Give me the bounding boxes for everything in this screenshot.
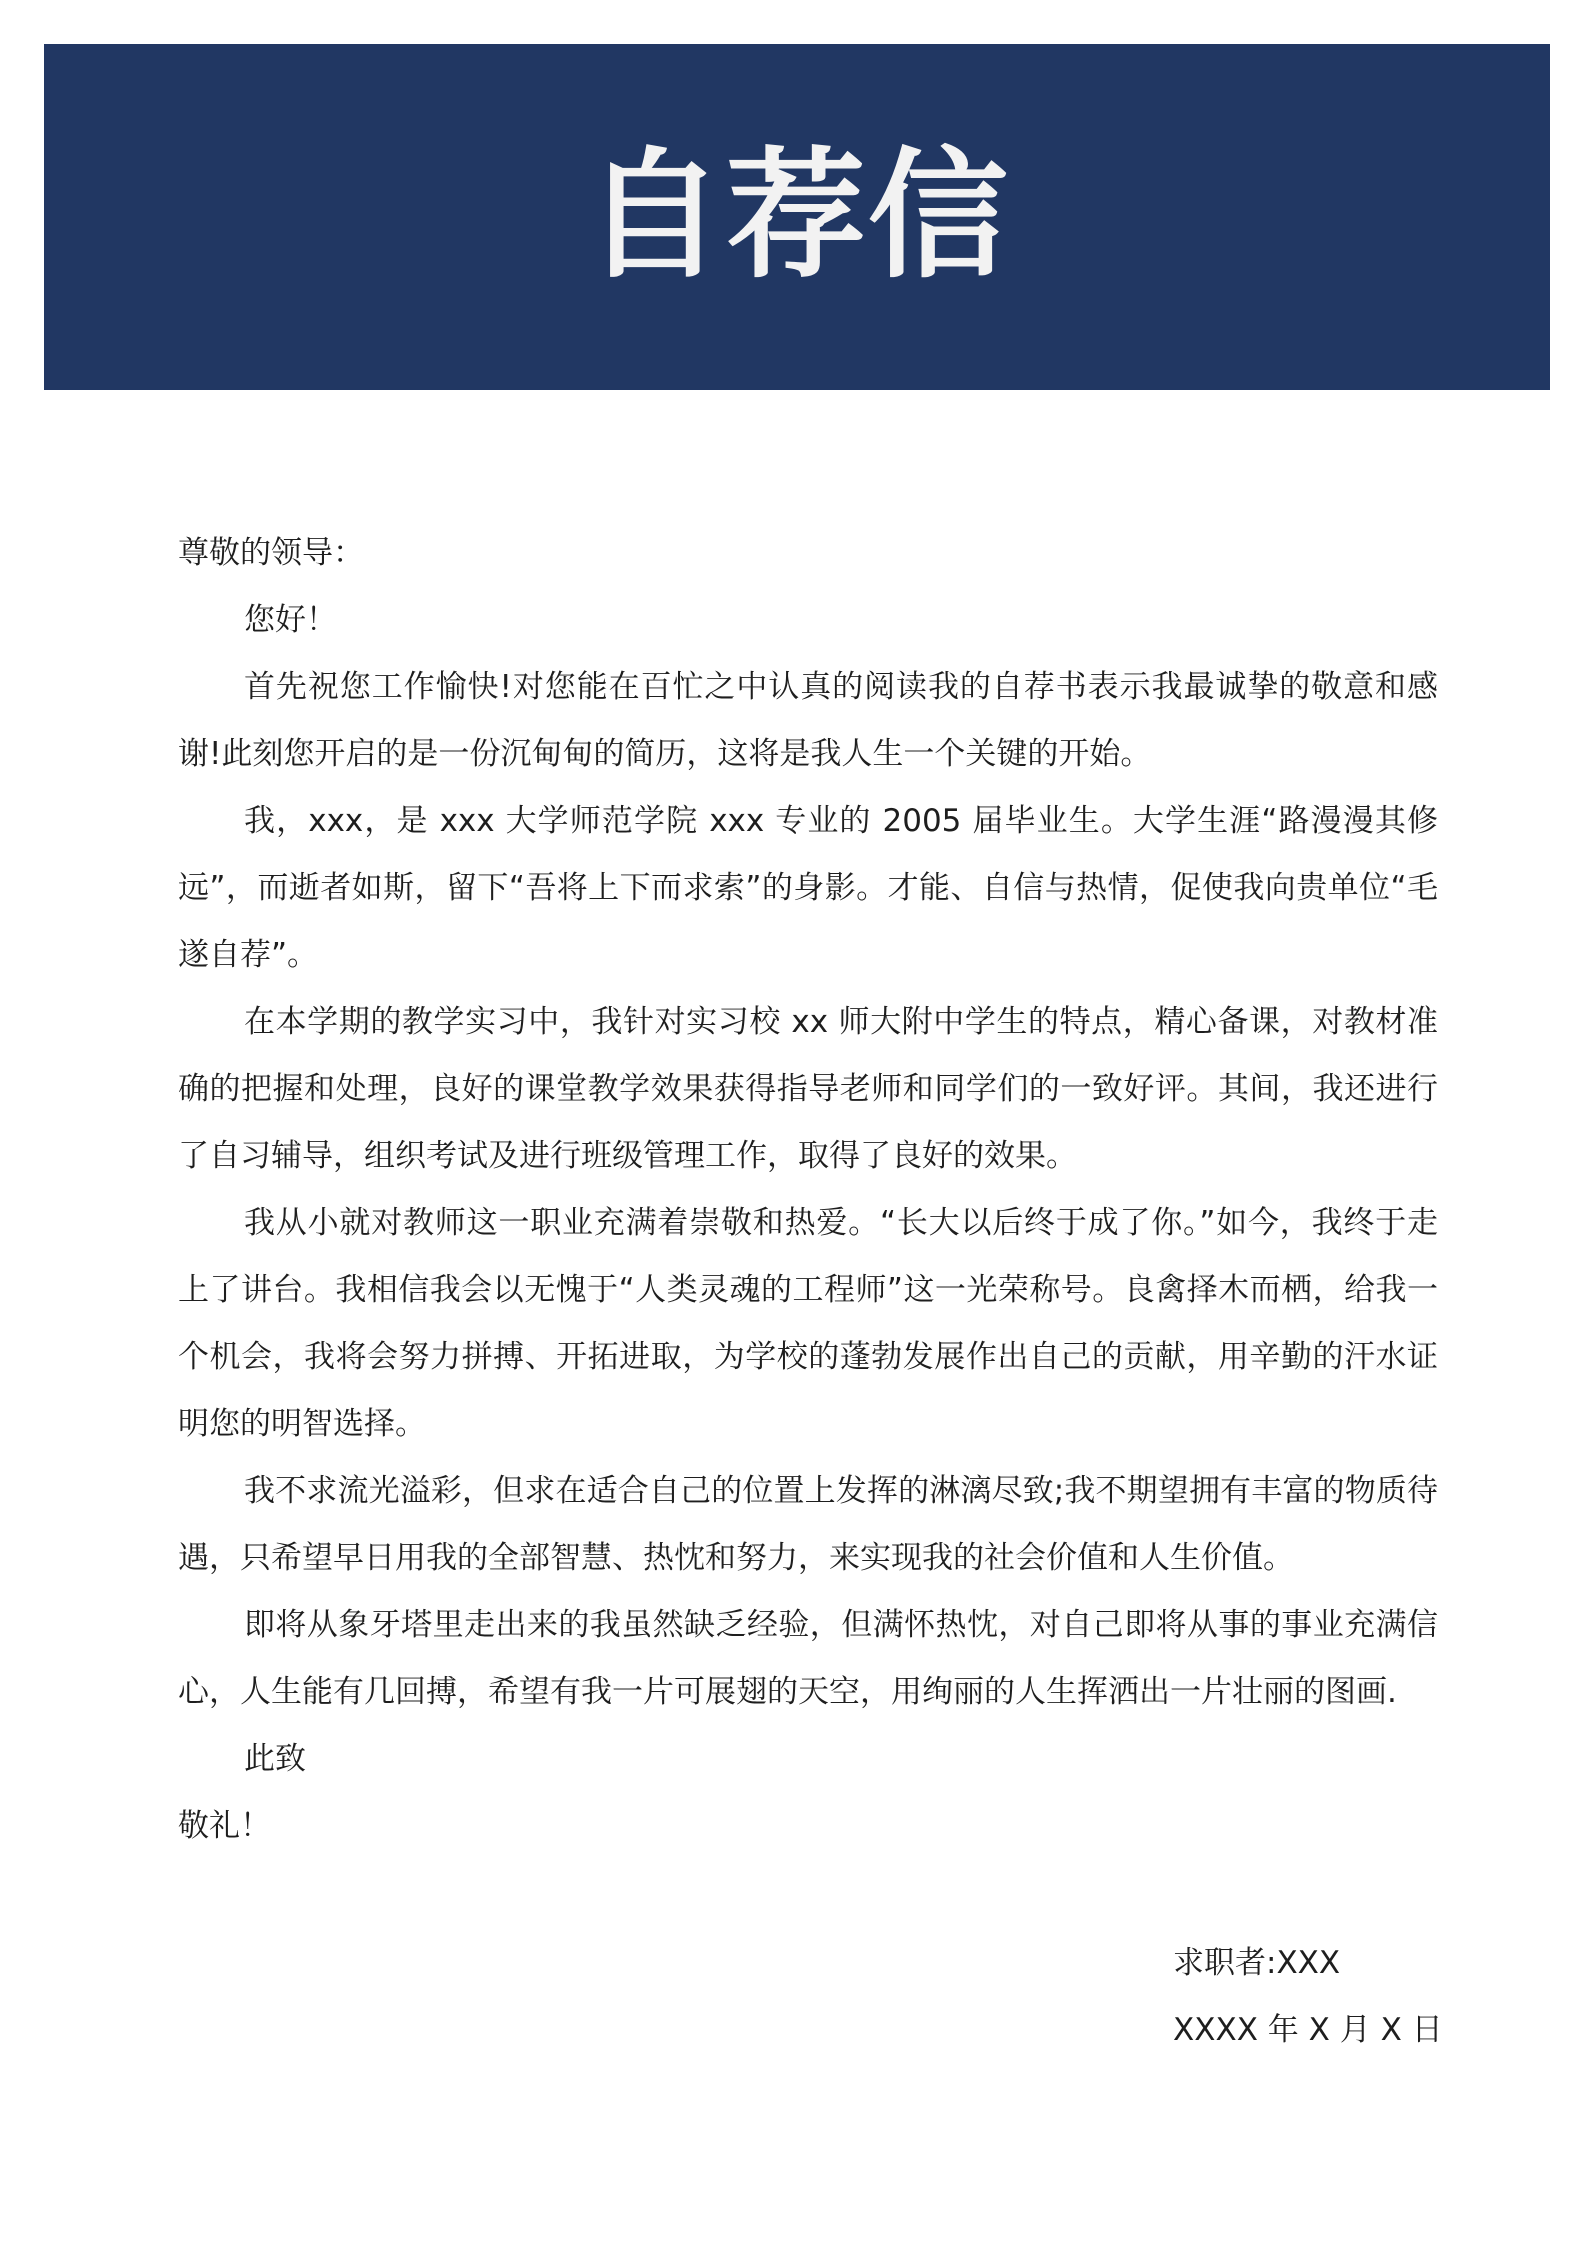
paragraph-5: 我不求流光溢彩，但求在适合自己的位置上发挥的淋漓尽致;我不期望拥有丰富的物质待遇，只希望早日用我的全部智慧、热忱和努力，来实现我的社会价值和人生价值。 xyxy=(178,1473,1438,1576)
signature-block xyxy=(1173,1930,1443,2064)
salutation: 尊敬的领导： xyxy=(178,535,364,571)
paragraph-1: 首先祝您工作愉快!对您能在百忙之中认真的阅读我的自荐书表示我最诚挚的敬意和感谢!此刻您开启的是一份沉甸甸的简历，这将是我人生一个关键的开始。 xyxy=(178,669,1438,772)
letter-date: XXXX 年 X 月 X 日 xyxy=(1173,2012,1443,2048)
greeting: 您好！ xyxy=(244,602,337,638)
paragraph-4: 我从小就对教师这一职业充满着崇敬和热爱。“长大以后终于成了你。”如今，我终于走上了讲台。我相信我会以无愧于“人类灵魂的工程师”这一光荣称号。良禽择木而栖，给我一个机会，我将会努力拼搏、开拓进取，为学校的蓬勃发展作出自己的贡献，用辛勤的汗水证明您的明智选择。 xyxy=(178,1205,1438,1442)
applicant-name: 求职者:XXX xyxy=(1173,1945,1341,1981)
paragraph-2: 我，xxx，是 xxx 大学师范学院 xxx 专业的 2005 届毕业生。大学生涯“路漫漫其修远”，而逝者如斯，留下“吾将上下而求索”的身影。才能、自信与热情，促使我向贵单位“毛遂自荐”。 xyxy=(178,803,1438,973)
letter-body xyxy=(178,520,1438,1860)
paragraph-3: 在本学期的教学实习中，我针对实习校 xx 师大附中学生的特点，精心备课，对教材准确的把握和处理，良好的课堂教学效果获得指导老师和同学们的一致好评。其间，我还进行了自习辅导，组织考试及进行班级管理工作，取得了良好的效果。 xyxy=(178,1004,1438,1174)
closing-line-2: 敬礼！ xyxy=(178,1808,271,1844)
paragraph-6: 即将从象牙塔里走出来的我虽然缺乏经验，但满怀热忱，对自己即将从事的事业充满信心，人生能有几回搏，希望有我一片可展翅的天空，用绚丽的人生挥洒出一片壮丽的图画. xyxy=(178,1607,1438,1710)
header-banner xyxy=(44,44,1550,390)
page-title: 自荐信 xyxy=(583,135,1010,298)
closing-line-1: 此致 xyxy=(244,1741,306,1777)
